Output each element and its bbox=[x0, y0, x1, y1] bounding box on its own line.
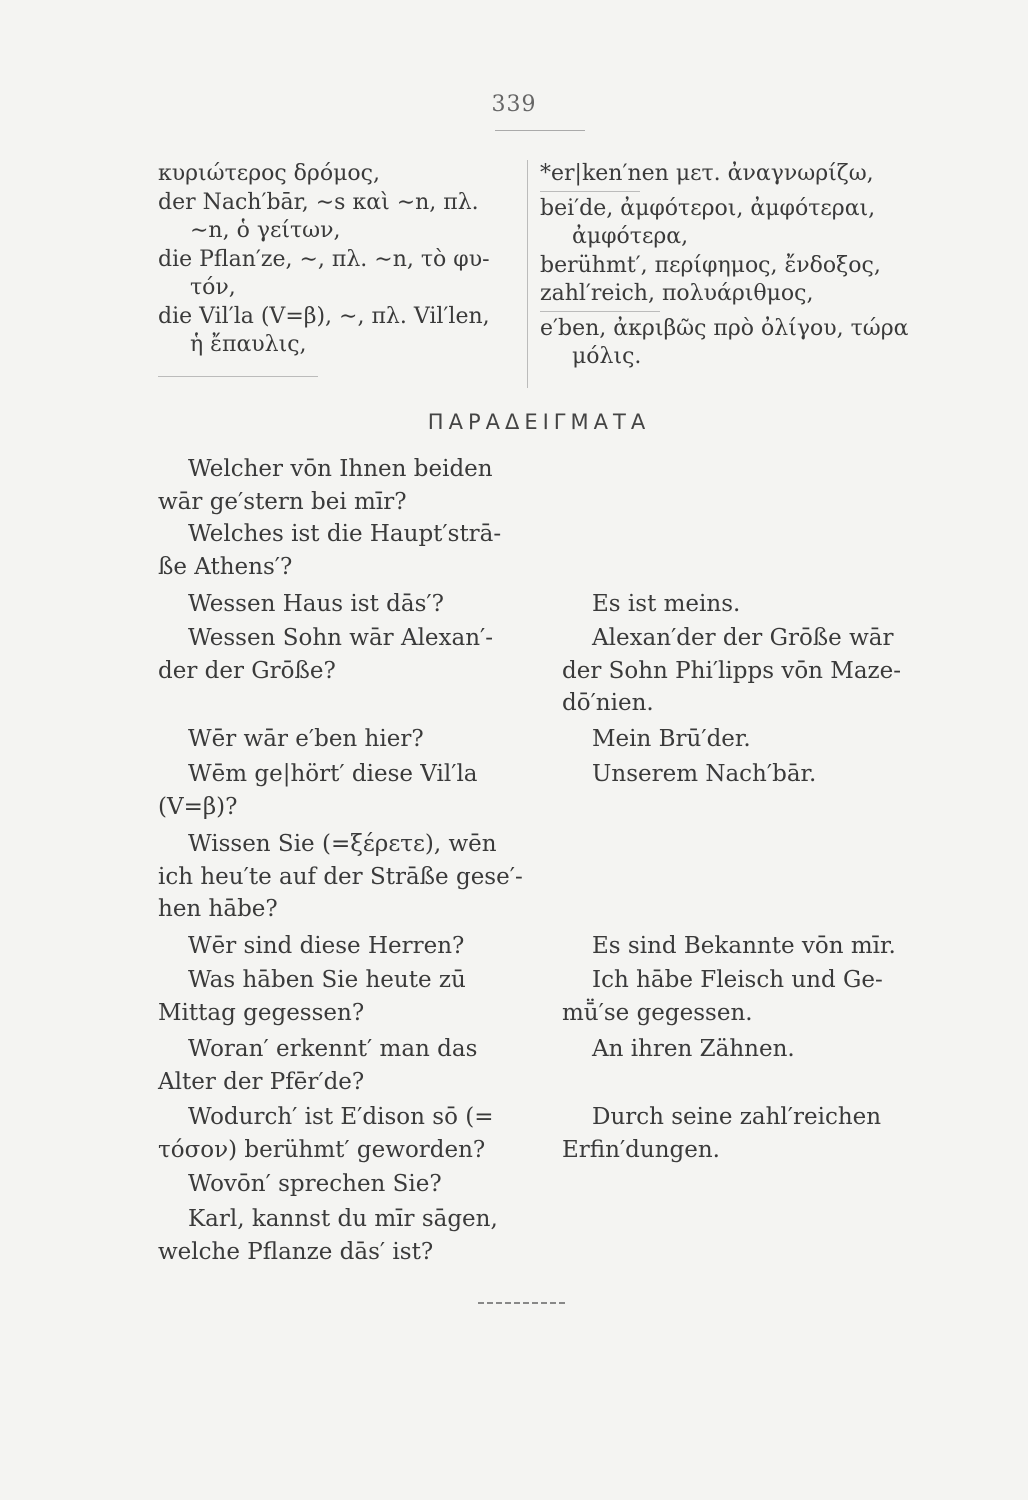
answer-line: mṻ′se gegessen. bbox=[562, 999, 753, 1026]
question-line: ße Athens′? bbox=[158, 553, 293, 580]
vocab-line: τόν, bbox=[190, 275, 236, 300]
answer-5 bbox=[562, 930, 907, 963]
question-6 bbox=[158, 758, 503, 823]
answer-8 bbox=[562, 1101, 907, 1166]
vocab-line: ἀμφότερα, bbox=[572, 224, 689, 249]
question-2 bbox=[158, 518, 503, 583]
answer-line: Es ist meins. bbox=[592, 591, 741, 617]
vocab-line: ἡ ἔπαυλις, bbox=[190, 332, 307, 357]
question-12 bbox=[158, 1168, 503, 1201]
answer-line: Durch seine zahl′reichen bbox=[592, 1104, 882, 1130]
vocab-line: *er|ken′nen μετ. ἀναγνωρίζω, bbox=[540, 161, 874, 186]
answer-line: Es sind Bekannte vōn mīr. bbox=[592, 933, 896, 959]
question-4 bbox=[158, 622, 503, 687]
vocab-line: κυριώτερος δρόμος, bbox=[158, 161, 380, 186]
vocab-line: zahl′reich, πολυάριθμος, bbox=[540, 281, 814, 306]
answer-line: Mein Brū′der. bbox=[592, 726, 751, 752]
answer-2 bbox=[562, 622, 907, 720]
question-line: Alter der Pfēr′de? bbox=[158, 1068, 365, 1095]
question-13 bbox=[158, 1203, 503, 1268]
question-10 bbox=[158, 1033, 503, 1098]
question-1 bbox=[158, 453, 503, 518]
question-5 bbox=[158, 723, 503, 756]
vocab-line: e′ben, ἀκριβῶς πρὸ ὀλίγου, τώρα bbox=[540, 315, 909, 341]
question-line: Wēr sind diese Herren? bbox=[188, 933, 465, 959]
question-line: hen hābe? bbox=[158, 896, 278, 922]
answer-line: der Sohn Phi′lipps vōn Maze- bbox=[562, 657, 902, 684]
vocab-line: μόλις. bbox=[572, 344, 642, 369]
answer-line: dō′nien. bbox=[562, 690, 654, 716]
question-9 bbox=[158, 964, 503, 1029]
vocab-line: die Vil′la (V=β), ∼, πλ. Vil′len, bbox=[158, 303, 490, 329]
vocab-line: der Nach′bār, ∼s καὶ ∼n, πλ. bbox=[158, 189, 479, 215]
vocab-column-divider bbox=[527, 160, 528, 388]
question-line: der der Grōße? bbox=[158, 657, 336, 684]
vocab-left-end-rule bbox=[158, 376, 318, 377]
answer-1 bbox=[562, 588, 907, 621]
section-heading: ΠΑΡΑΔΕΙΓΜΑΤΑ bbox=[427, 410, 651, 434]
question-line: Wēr wār e′ben hier? bbox=[188, 726, 424, 752]
bottom-ornament-rule bbox=[478, 1302, 568, 1304]
vocab-left-column bbox=[158, 160, 518, 360]
question-line: Wovōn′ sprechen Sie? bbox=[188, 1171, 442, 1197]
answer-6 bbox=[562, 964, 907, 1029]
answer-line: An ihren Zähnen. bbox=[592, 1036, 795, 1062]
vocab-line: berühmt′, περίφημος, ἔνδοξος, bbox=[540, 252, 881, 278]
question-line: Welches ist die Haupt′strā- bbox=[188, 521, 502, 547]
question-8 bbox=[158, 930, 503, 963]
question-line: Wissen Sie (=ξέρετε), wēn bbox=[188, 831, 497, 857]
question-7 bbox=[158, 828, 523, 926]
question-line: τόσον) berühmt′ geworden? bbox=[158, 1136, 486, 1163]
question-line: Wodurch′ ist E′dison sō (= bbox=[188, 1104, 494, 1130]
page-number: 339 bbox=[491, 92, 537, 117]
question-line: Karl, kannst du mīr sāgen, bbox=[188, 1206, 498, 1232]
question-line: wār ge′stern bei mīr? bbox=[158, 488, 407, 515]
question-line: Wēm ge|hört′ diese Vil′la bbox=[188, 761, 478, 787]
vocab-separator bbox=[540, 311, 660, 312]
question-line: (V=β)? bbox=[158, 793, 238, 820]
answer-7 bbox=[562, 1033, 907, 1066]
answer-line: Alexan′der der Grōße wār bbox=[592, 625, 894, 651]
question-line: Wessen Sohn wār Alexan′- bbox=[188, 625, 494, 651]
vocab-separator bbox=[540, 191, 640, 192]
question-line: Woran′ erkennt′ man das bbox=[188, 1036, 478, 1062]
question-line: Welcher vōn Ihnen beiden bbox=[188, 456, 493, 482]
answer-4 bbox=[562, 758, 907, 791]
answer-line: Erfin′dungen. bbox=[562, 1136, 720, 1163]
question-line: Wessen Haus ist dās′? bbox=[188, 591, 444, 617]
question-11 bbox=[158, 1101, 503, 1166]
page-number-rule bbox=[495, 130, 585, 131]
answer-3 bbox=[562, 723, 907, 756]
question-line: ich heu′te auf der Strāße gese′- bbox=[158, 863, 523, 890]
question-line: welche Pflanze dās′ ist? bbox=[158, 1238, 434, 1265]
answer-line: Unserem Nach′bār. bbox=[592, 761, 817, 787]
question-line: Was hāben Sie heute zū bbox=[188, 967, 466, 993]
question-line: Mittag gegessen? bbox=[158, 999, 365, 1026]
answer-line: Ich hābe Fleisch und Ge- bbox=[592, 967, 883, 993]
vocab-line: die Pflan′ze, ∼, πλ. ∼n, τὸ φυ- bbox=[158, 246, 490, 272]
vocab-right-column bbox=[540, 160, 920, 372]
vocab-line: bei′de, ἀμφότεροι, ἀμφότεραι, bbox=[540, 195, 876, 221]
vocab-line: ∼n, ὁ γείτων, bbox=[190, 218, 341, 243]
question-3 bbox=[158, 588, 503, 621]
